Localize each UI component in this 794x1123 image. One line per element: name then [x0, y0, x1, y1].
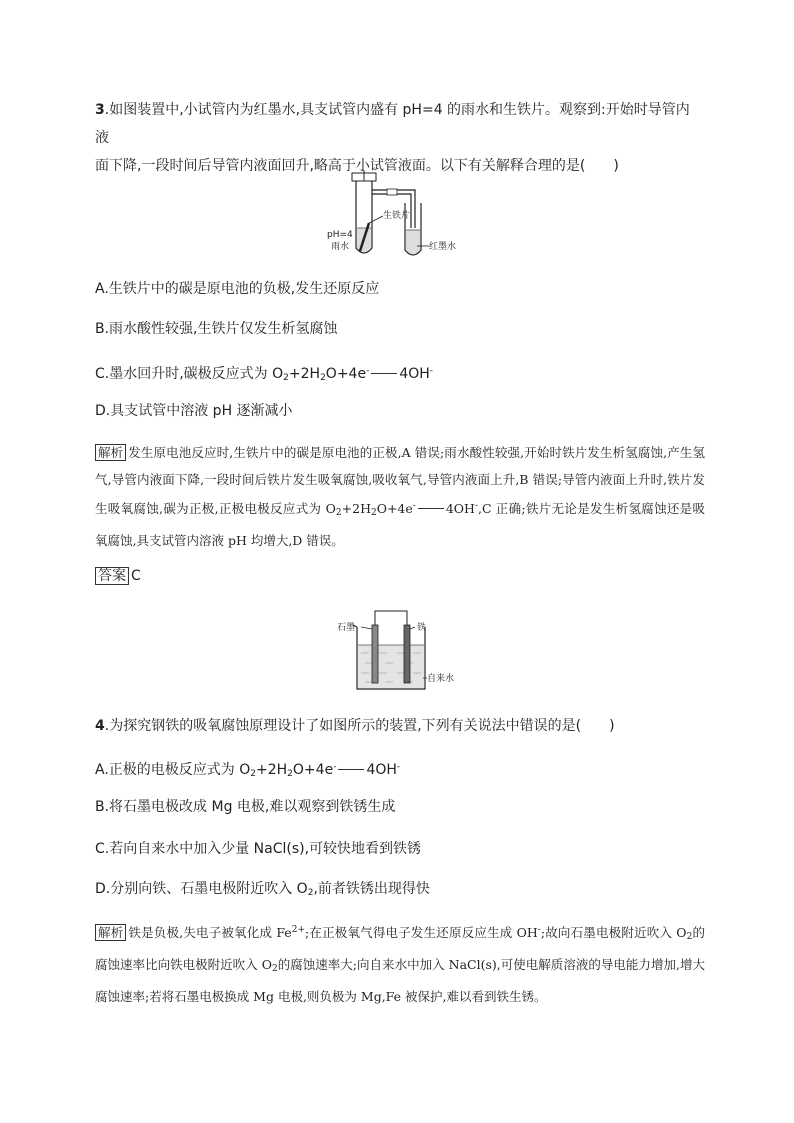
side-arm [372, 190, 415, 228]
label-iron: 铁 [417, 623, 427, 633]
q3-stem-line1: 3.如图装置中,小试管内为红墨水,具支试管内盛有 pH=4 的雨水和生铁片。观察到:开始时导管内液 [95, 102, 690, 146]
analysis-tag: 解析 [95, 924, 126, 941]
tap-water [358, 645, 424, 688]
q3-option-c: C.墨水回升时,碳极反应式为 $O_2+2H_2O+4e^-$ 4OH- [95, 366, 434, 383]
q3-option-a: A.生铁片中的碳是原电池的负极,发生还原反应 [95, 281, 380, 297]
reaction-arrow [418, 508, 444, 509]
q4-apparatus-figure [335, 605, 465, 695]
label-water: 自来水 [427, 674, 455, 684]
q3-answer [95, 565, 705, 587]
q3-analysis: 解析 发生原电池反应时,生铁片中的碳是原电池的正极,A 错误;雨水酸性较强,开始时铁片发生析氢腐蚀,产生氢气,导管内液面下降,一段时间后铁片发生吸氧腐蚀,吸收氧气,导管内液面上升,B 错误;导管内液面上升时,铁片发生吸氧腐蚀,碳为正极,正极电极反应式为 $O_2+2H_2O+4e^-$ 4OH-,C 正确;铁片无论是发生析氢腐蚀还是吸氧腐蚀,具支试管内溶液 pH 均增大,D 错误。 [95, 445, 705, 548]
q3-apparatus-figure [325, 168, 475, 263]
q3-option-b: B.雨水酸性较强,生铁片仅发生析氢腐蚀 [95, 321, 338, 337]
analysis-tag: 解析 [95, 444, 126, 461]
label-iron-piece: 生铁片 [383, 211, 411, 221]
answer-tag: 答案 [95, 567, 129, 585]
q4-analysis: 解析 铁是负极,失电子被氧化成 $Fe^{2+}$;在正极氧气得电子发生还原反应生成 OH-;故向石墨电极附近吹入 $O_2$的腐蚀速率比向铁电极附近吹入 $O_2$的腐蚀速率大;向自来水中加入 NaCl(s),可使电解质溶液的导电能力增加,增大腐蚀速率;若将石墨电极换成 Mg 电极,则负极为 Mg,Fe 被保护,难以看到铁生锈。 [95, 925, 705, 1004]
reaction-arrow [338, 769, 364, 770]
q4-option-a: A.正极的电极反应式为 $O_2+2H_2O+4e^-$ 4OH- [95, 762, 401, 779]
wire [375, 611, 407, 627]
q3-stem-line2: 面下降,一段时间后导管内液面回升,略高于小试管液面。以下有关解释合理的是( ) [95, 158, 619, 174]
q4-option-b: B.将石墨电极改成 Mg 电极,难以观察到铁锈生成 [95, 799, 396, 815]
label-rain: 雨水 [331, 242, 350, 252]
q3-number: 3 [95, 102, 105, 118]
label-graphite: 石墨 [337, 623, 356, 633]
q3-option-d: D.具支试管中溶液 pH 逐渐减小 [95, 403, 293, 419]
iron-electrode [404, 625, 410, 683]
label-ph: pH=4 [327, 230, 353, 240]
q4-option-d: D.分别向铁、石墨电极附近吹入 $O_2$,前者铁锈出现得快 [95, 881, 430, 898]
q4-stem: 4.为探究钢铁的吸氧腐蚀原理设计了如图所示的装置,下列有关说法中错误的是( ) [95, 718, 615, 734]
q4-number: 4 [95, 718, 105, 734]
reaction-arrow [371, 373, 397, 374]
answer-value: C [131, 568, 141, 584]
graphite-electrode [372, 625, 378, 683]
q4-option-c: C.若向自来水中加入少量 NaCl(s),可较快地看到铁锈 [95, 841, 422, 857]
label-ink: 红墨水 [429, 242, 457, 252]
